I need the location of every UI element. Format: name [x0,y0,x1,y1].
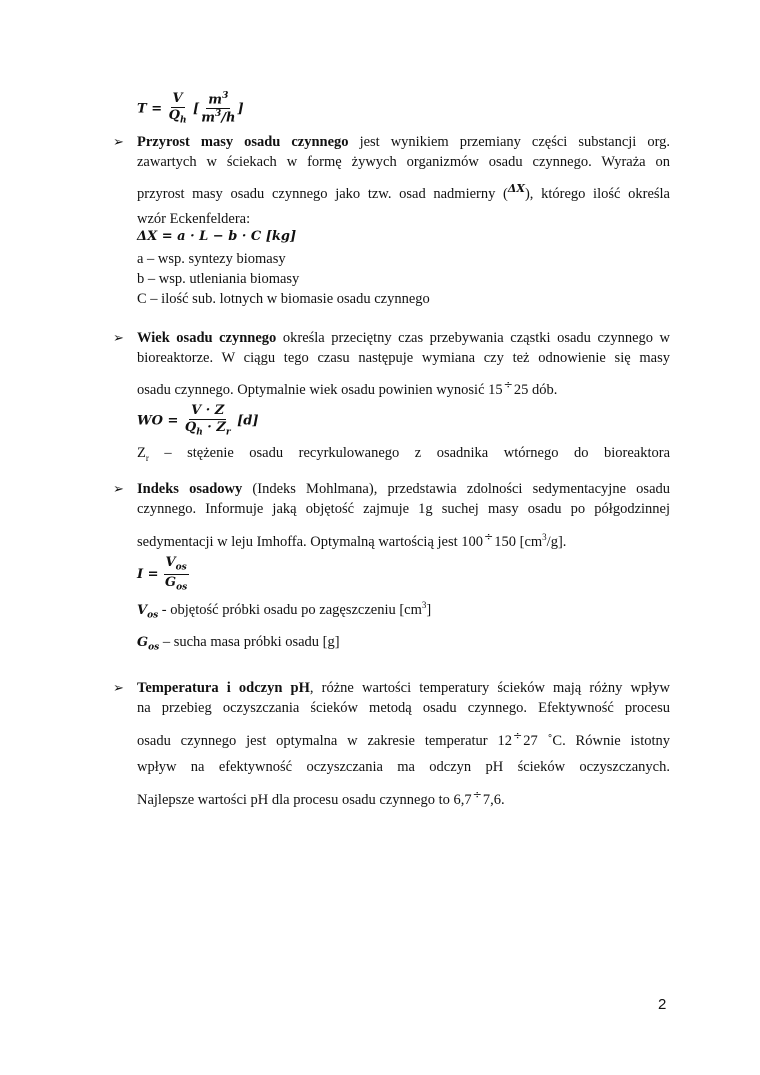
paragraph-line: na przebieg oczyszczania ścieków metodą osadu czynnego. Efektywność procesu [137,700,670,716]
bullet-arrow: ➢ [113,331,124,346]
paragraph-line: osadu czynnego. Optymalnie wiek osadu powinien wynosić 15÷25 dób. [137,378,558,398]
paragraph-line: czynnego. Informuje jaką objętość zajmuje 1g suchej masy osadu po półgodzinnej [137,501,670,517]
paragraph-line: bioreaktorze. W ciągu tego czasu następuje wymiana czy też odnowienie się masy [137,350,670,366]
paragraph-line: wzór Eckenfeldera: [137,211,251,227]
formula-eckenfelder: ΔX = a · L − b · C [kg] [137,229,297,244]
paragraph-line: sedymentacji w leju Imhoffa. Optymalną wartością jest 100÷150 $[cm^3/g]$. [137,530,567,550]
definition-c: C – ilość sub. lotnych w biomasie osadu czynnego [137,291,430,307]
formula-sludge-index: I = $\frac{V_{os}}{G_{os}}$ [137,555,188,593]
definition-gos: $G_{os}$ – sucha masa próbki osadu [g] [137,634,340,653]
paragraph-line: Wiek osadu czynnego określa przeciętny czas przebywania cząstki osadu czynnego w [137,330,671,346]
bullet-arrow: ➢ [113,681,124,696]
bullet-arrow: ➢ [113,482,124,497]
paragraph-line: zawartych w ściekach w formę żywych organizmów osadu czynnego. Wyraża on [137,154,670,170]
page-number: 2 [658,996,667,1013]
paragraph-line: osadu czynnego jest optymalna w zakresie temperatur 12÷27 ˚C. Równie istotny [137,729,670,749]
definition-vos: $V_{os}$ - objętość próbki osadu po zagęszczeniu $[cm^3]$ [137,600,432,621]
definition-b: b – wsp. utleniania biomasy [137,271,300,287]
definition-zr: $Z_r$ – stężenie osadu recyrkulowanego z osadnika wtórnego do bioreaktora [137,445,671,463]
formula-sludge-age: WO = $\frac{V \cdot Z}{Q_h \cdot Z_r}$ [d] [137,403,259,438]
paragraph-line: Przyrost masy osadu czynnego jest wynikiem przemiany części substancji org. [137,134,671,150]
paragraph-line: Indeks osadowy (Indeks Mohlmana), przedstawia zdolności sedymentacyjne osadu [137,481,670,497]
paragraph-line: przyrost masy osadu czynnego jako tzw. osad nadmierny ($^{\Delta X}$), którego ilość określa [137,182,670,202]
definition-a: a – wsp. syntezy biomasy [137,251,286,267]
paragraph-line: Najlepsze wartości pH dla procesu osadu czynnego to 6,7÷7,6. [137,788,505,808]
paragraph-line: wpływ na efektywność oczyszczania ma odczyn pH ścieków oczyszczanych. [137,759,670,775]
formula-retention-time: T = $\frac{V}{Q_h}$ [ $\frac{m^3}{m^3/h}$ ] [137,91,244,126]
paragraph-line: Temperatura i odczyn pH, różne wartości temperatury ścieków mają różny wpływ [137,680,670,696]
bullet-arrow: ➢ [113,135,124,150]
